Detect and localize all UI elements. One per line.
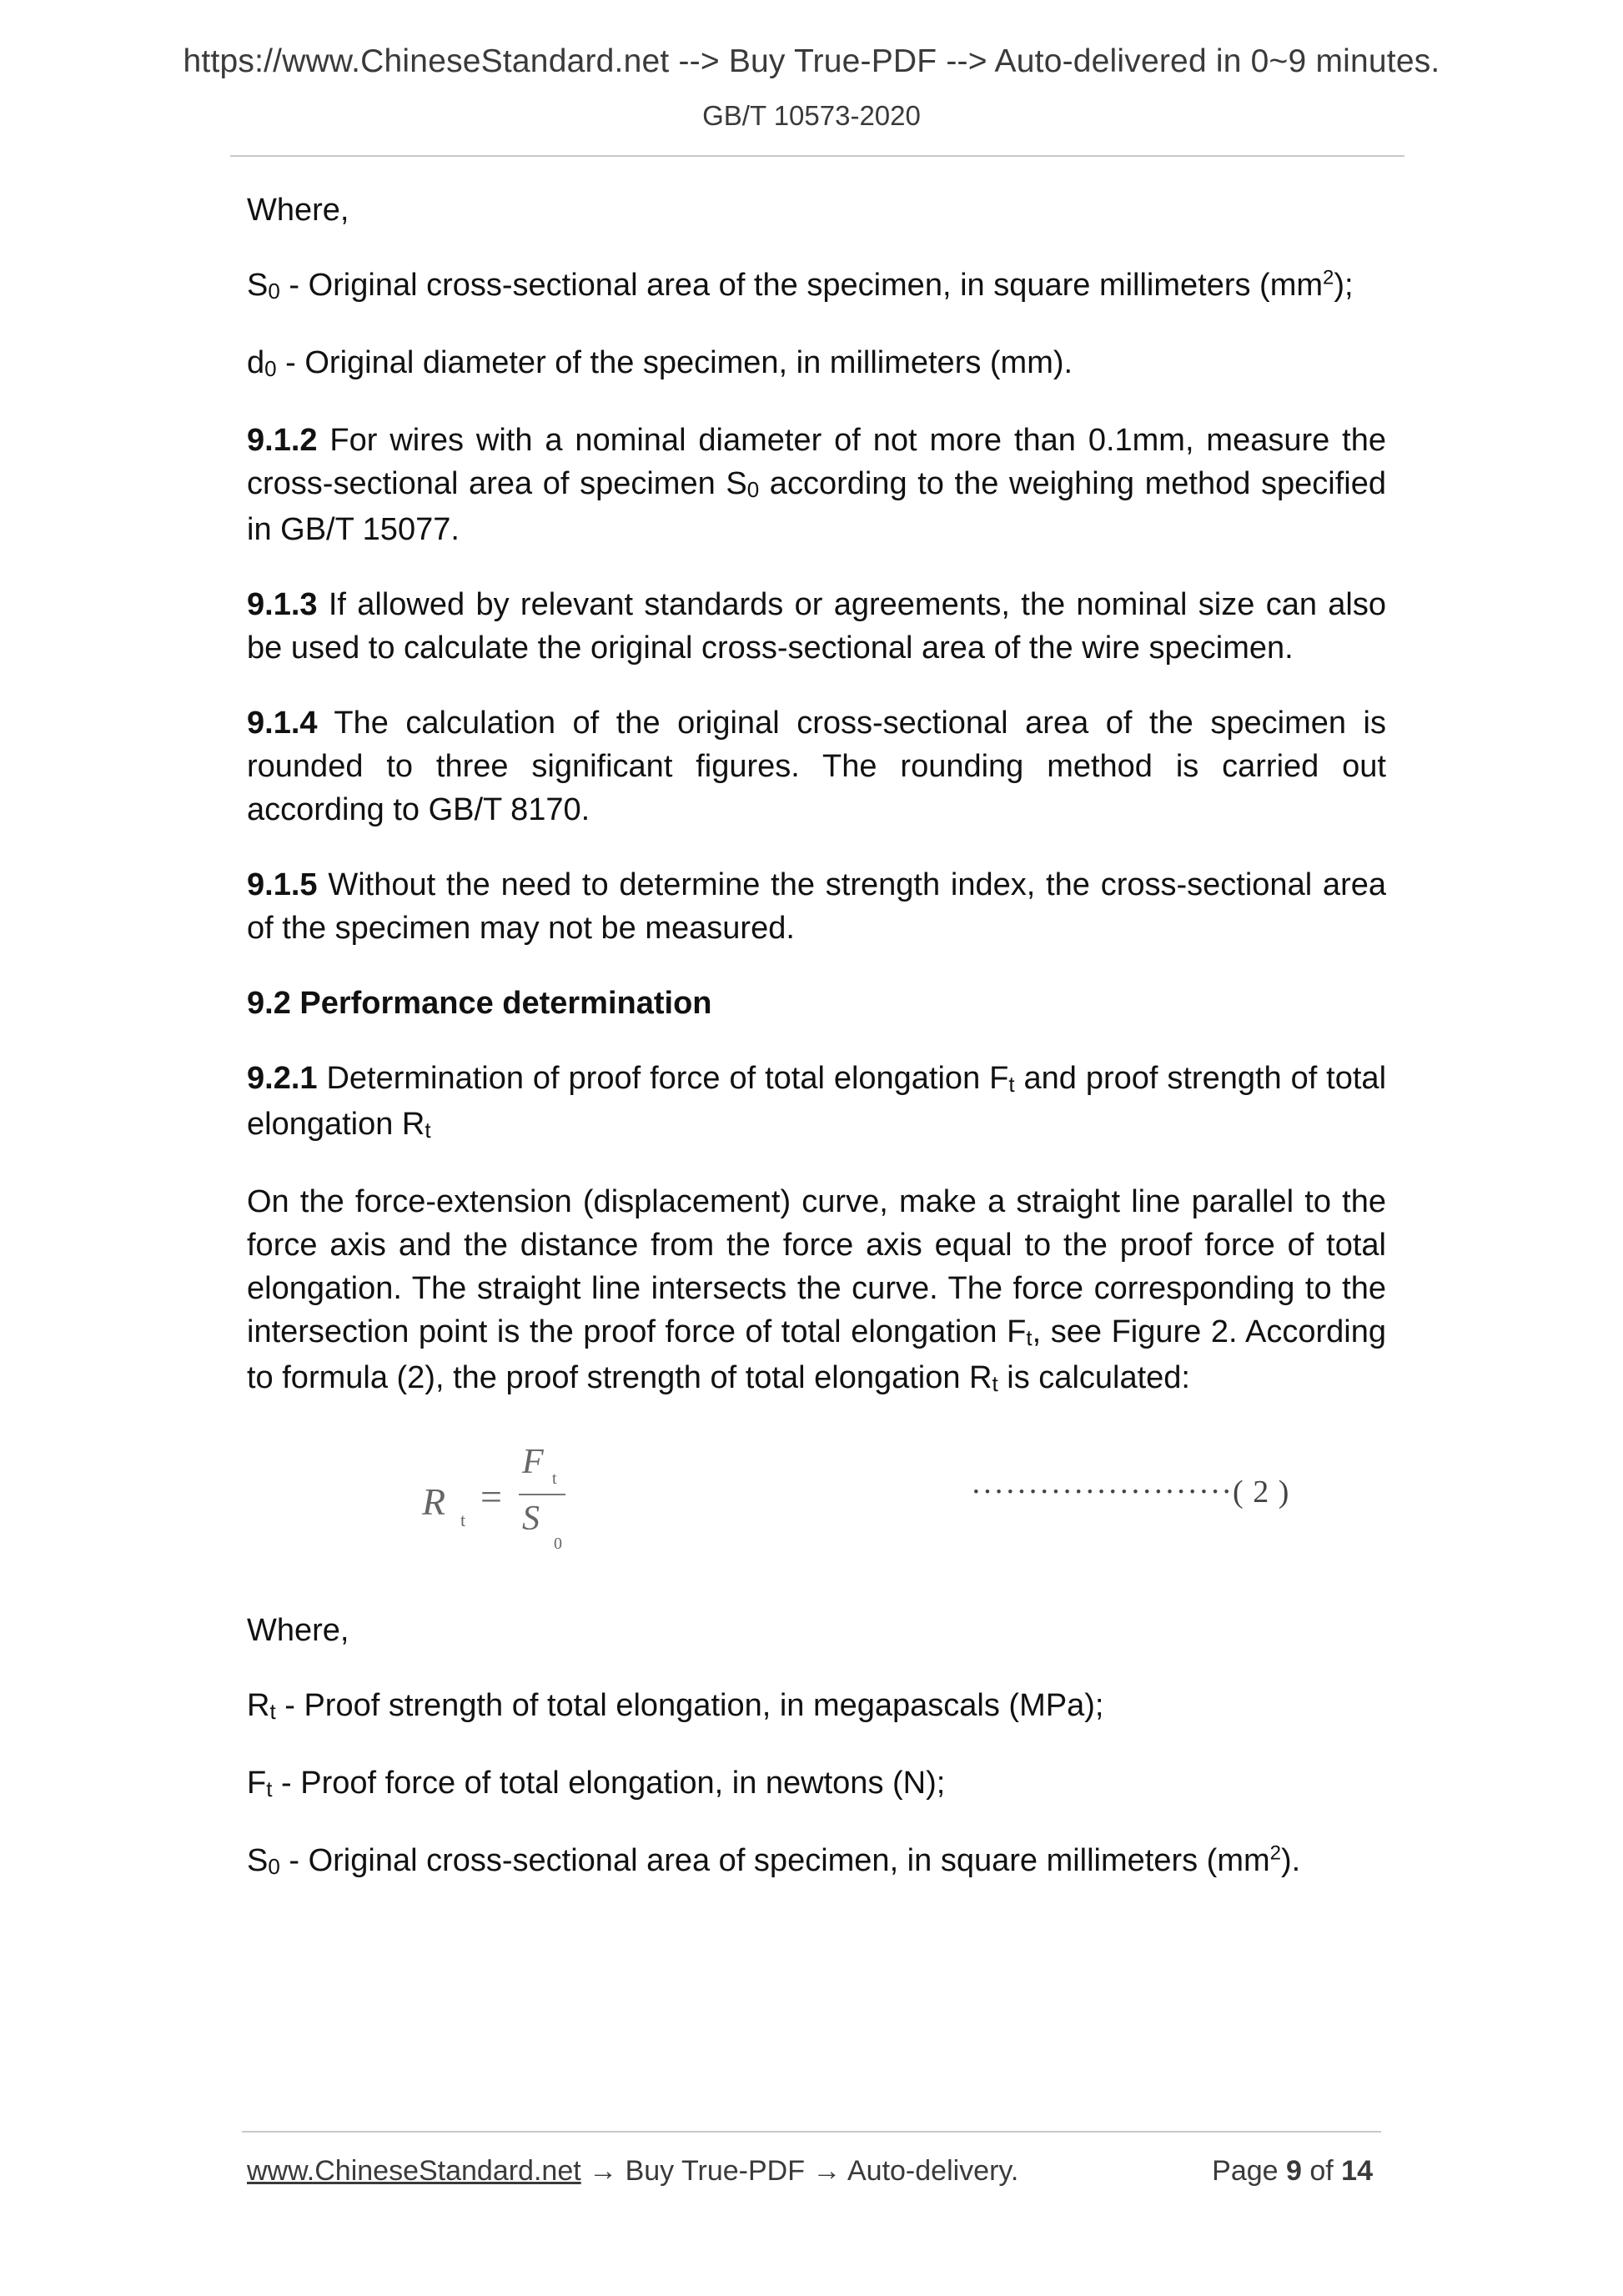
- def-ft: [247, 1761, 1386, 1807]
- formula-2: [247, 1434, 1386, 1567]
- clause-text: For wires with a nominal diameter of not more than 0.1mm, measure the cross-sectional area of specimen S: [247, 423, 1386, 501]
- page-total: 14: [1341, 2155, 1373, 2187]
- subscript: t: [269, 1699, 276, 1724]
- symbol: S: [247, 1843, 269, 1878]
- clause-number: 9.1.5: [247, 867, 318, 902]
- definition-text: - Original diameter of the specimen, in millimeters (mm).: [276, 345, 1073, 380]
- subscript: t: [1008, 1072, 1015, 1097]
- symbol: R: [247, 1688, 270, 1723]
- formula-denominator-subscript: 0: [554, 1535, 562, 1553]
- definition-text: - Proof strength of total elongation, in megapascals (MPa);: [275, 1688, 1104, 1723]
- section-heading-9-2: 9.2 Performance determination: [247, 986, 712, 1021]
- formula-lhs: R: [422, 1480, 446, 1523]
- clause-9-1-3: [247, 583, 1386, 670]
- clause-9-1-5: [247, 863, 1386, 950]
- definition-end: );: [1334, 268, 1354, 303]
- symbol: F: [247, 1766, 267, 1801]
- clause-text: and proof strength of total elongation R: [247, 1061, 1387, 1142]
- standard-number: GB/T 10573-2020: [702, 100, 921, 131]
- page-indicator: [1212, 2155, 1373, 2188]
- page-of-label: of: [1301, 2155, 1342, 2187]
- clause-text: The calculation of the original cross-sectional area of the specimen is rounded to three significant figures. The rounding method is carried out according to GB/T 8170.: [247, 706, 1386, 827]
- paragraph-text: On the force-extension (displacement) curve, make a straight line parallel to the force axis and the distance from the force axis equal to the proof force of total elongation. The straight line intersects the curve. The force corresponding to the intersection point is the proof force of total elongation F: [247, 1184, 1386, 1349]
- subscript: 0: [746, 477, 760, 502]
- formula-denominator: S: [522, 1500, 540, 1538]
- superscript: 2: [1323, 266, 1334, 289]
- def-d0: [247, 341, 1386, 387]
- footer-site-link[interactable]: www.ChineseStandard.net: [247, 2155, 581, 2187]
- definition-text: - Original cross-sectional area of specimen, in square millimeters (mm: [279, 1843, 1270, 1878]
- where-label-2: Where,: [247, 1613, 349, 1648]
- definition-text: - Proof force of total elongation, in newtons (N);: [272, 1766, 946, 1801]
- footer-promo-text: → Buy True-PDF → Auto-delivery.: [580, 2155, 1019, 2187]
- method-paragraph: [247, 1180, 1386, 1402]
- subscript: t: [1026, 1325, 1033, 1350]
- where-label-1: Where,: [247, 193, 349, 228]
- def-s0: [247, 264, 1386, 309]
- subscript: 0: [268, 279, 280, 304]
- footer-promo: [247, 2155, 1018, 2188]
- formula-lhs-subscript: t: [460, 1510, 466, 1530]
- formula-numerator: F: [522, 1443, 544, 1481]
- formula-equals: =: [480, 1475, 502, 1518]
- page-label: Page: [1212, 2155, 1286, 2187]
- definition-end: ).: [1281, 1843, 1301, 1878]
- formula-reference-number: ·······················( 2 ): [971, 1475, 1290, 1510]
- fraction-bar: [519, 1494, 565, 1495]
- page-number: 9: [1286, 2155, 1302, 2187]
- subscript: t: [425, 1118, 431, 1143]
- clause-9-2-1: [247, 1057, 1386, 1148]
- page-content: [247, 188, 1386, 1917]
- paragraph-text: , see Figure 2. According to formula (2), the proof strength of total elongation R: [247, 1314, 1386, 1395]
- clause-text: If allowed by relevant standards or agreements, the nominal size can also be used to calculate the original cross-sectional area of the wire specimen.: [247, 587, 1386, 666]
- def-rt: [247, 1684, 1386, 1730]
- header-divider: [230, 155, 1404, 157]
- clause-text: Determination of proof force of total elongation F: [317, 1061, 1009, 1096]
- subscript: 0: [264, 356, 277, 381]
- clause-number: 9.1.2: [247, 423, 318, 458]
- subscript: 0: [268, 1854, 280, 1879]
- superscript: 2: [1269, 1841, 1282, 1865]
- formula-numerator-subscript: t: [552, 1470, 557, 1488]
- clause-number: 9.1.3: [247, 587, 318, 622]
- clause-number: 9.1.4: [247, 706, 318, 741]
- footer-divider: [242, 2131, 1381, 2133]
- symbol: d: [247, 345, 265, 380]
- def-s0-second: [247, 1839, 1386, 1885]
- clause-text: according to the weighing method specified in GB/T 15077.: [247, 466, 1386, 547]
- definition-text: - Original cross-sectional area of the specimen, in square millimeters (mm: [279, 268, 1324, 303]
- subscript: t: [266, 1776, 273, 1801]
- clause-number: 9.2.1: [247, 1061, 318, 1096]
- header-url-line: https://www.ChineseStandard.net --> Buy True-PDF --> Auto-delivered in 0~9 minutes.: [183, 43, 1440, 79]
- subscript: t: [992, 1371, 998, 1396]
- clause-text: Without the need to determine the strength index, the cross-sectional area of the specimen may not be measured.: [247, 867, 1386, 946]
- clause-9-1-2: [247, 419, 1386, 551]
- symbol: S: [247, 268, 269, 303]
- paragraph-text: is calculated:: [997, 1360, 1190, 1395]
- clause-9-1-4: [247, 701, 1386, 831]
